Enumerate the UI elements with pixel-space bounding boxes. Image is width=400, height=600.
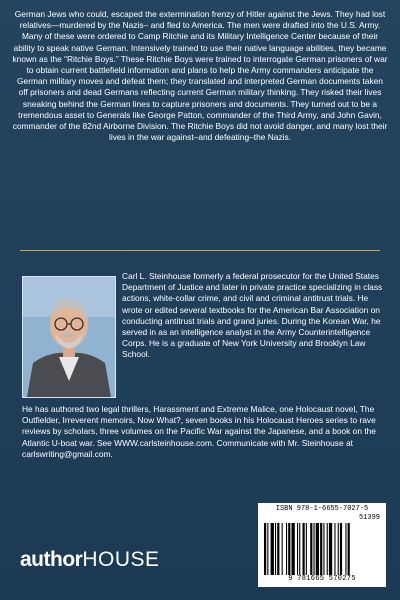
section-divider [20, 250, 380, 251]
barcode [258, 503, 386, 587]
barcode-digits: 9 781665 570275 [288, 575, 356, 583]
barcode-bars [264, 523, 380, 575]
publisher-logo [20, 548, 160, 572]
publisher-logo-part1: author [20, 548, 83, 571]
author-bio-works: He has authored two legal thrillers, Harassment and Extreme Malice, one Holocaust novel, The Outfielder, Irreverent memoirs, Now What?, seven books in his Holocaust Heroes series to rave reviews by scholars, three volumes on the Pacific War against the Japanese, and a book on the Atlantic U-boat war. See WWW.carlsteinhouse.com. Communicate with Mr. Steinhouse at carlswriting@gmail.com. [22, 404, 376, 459]
price-code: 51399 [358, 514, 380, 522]
isbn-text: ISBN 978-1-6655-7027-5 [275, 505, 369, 513]
publisher-logo-part2: HOUSE [82, 548, 160, 571]
book-blurb: German Jews who could, escaped the extermination frenzy of Hitler against the Jews. They had lost relatives—murdered by the Nazis– and fled to America. The men were drafted into the U.S. Army. Many of these were ordered to Camp Ritchie and its Military Intelligence Center because of their ability to speak native German. Intensively trained to use their native language abilities, they became known as the “Ritchie Boys.” These Ritchie Boys were trained to interrogate German prisoners of war to obtain current battlefield information and plans to help the Army commanders anticipate the German military moves and defeat them; they translated and interpreted German documents taken off prisoners and dead Germans reflecting current German military thinking. They risked their lives sneaking behind the German lines to capture prisoners and documents. They turned out to be a tremendous asset to Generals like George Patton, commander of the Third Army, and John Gavin, commander of the 82nd Airborne Division. The Ritchie Boys did not avoid danger, and many lost their lives in the war against–and defeating–the Nazis. [12, 9, 388, 143]
author-photo [22, 276, 116, 398]
author-bio: Carl L. Steinhouse formerly a federal prosecutor for the United States Department of Justice and later in private practice specializing in class actions, white-collar crime, and civil and criminal antitrust trials. He wrote or edited several textbooks for the American Bar Association on conducting antitrust trials and grand juries. During the Korean War, he served in as an intelligence analyst in the Army Counterintelligence Corps. He is a graduate of New York University and Brooklyn Law School. [122, 271, 383, 360]
